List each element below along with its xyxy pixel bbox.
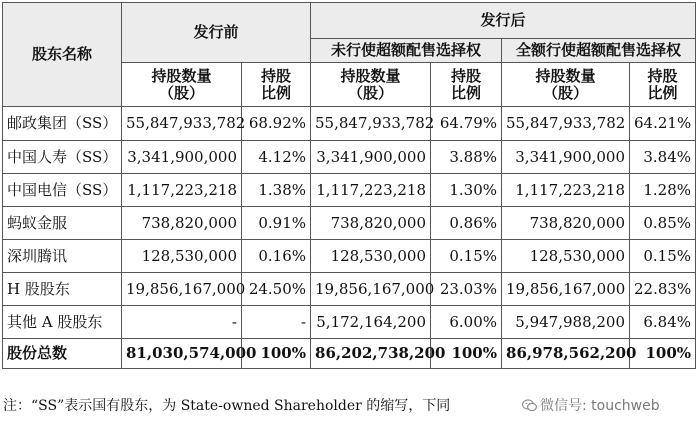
table-row <box>3 306 696 339</box>
b-ratio-cell: 22.83% <box>630 273 696 306</box>
header-no-overallotment: 未行使超额配售选择权 <box>311 39 502 63</box>
watermark-text: 微信号: touchweb <box>540 398 660 414</box>
b-shares-cell: 3,341,900,000 <box>502 141 630 174</box>
row-name: 中国电信（SS） <box>3 174 122 207</box>
wechat-icon <box>522 399 537 412</box>
b-shares-cell: 55,847,933,782 <box>502 107 630 141</box>
row-name: 中国人寿（SS） <box>3 141 122 174</box>
a-ratio-cell: 0.86% <box>431 207 502 240</box>
table-row <box>3 240 696 273</box>
pre-shares-cell: 1,117,223,218 <box>122 174 242 207</box>
row-name: 深圳腾讯 <box>3 240 122 273</box>
b-shares-cell: 738,820,000 <box>502 207 630 240</box>
b-shares-cell: 128,530,000 <box>502 240 630 273</box>
table-row <box>3 107 696 141</box>
pre-ratio-cell: - <box>242 306 311 339</box>
a-shares-cell: 3,341,900,000 <box>311 141 431 174</box>
table-row <box>3 141 696 174</box>
pre-ratio-cell: 24.50% <box>242 273 311 306</box>
a-shares-cell: 55,847,933,782 <box>311 107 431 141</box>
total-a-shares: 86,202,738,200 <box>311 339 431 369</box>
header-pre-ratio: 持股 比例 <box>242 63 311 107</box>
total-b-ratio: 100% <box>630 339 696 369</box>
header-pre-issue: 发行前 <box>122 3 311 63</box>
total-name: 股份总数 <box>3 339 122 369</box>
pre-ratio-cell: 68.92% <box>242 107 311 141</box>
b-ratio-cell: 0.85% <box>630 207 696 240</box>
pre-shares-cell: 128,530,000 <box>122 240 242 273</box>
a-shares-cell: 1,117,223,218 <box>311 174 431 207</box>
a-shares-cell: 128,530,000 <box>311 240 431 273</box>
a-ratio-cell: 0.15% <box>431 240 502 273</box>
b-shares-cell: 1,117,223,218 <box>502 174 630 207</box>
header-b-ratio: 持股 比例 <box>630 63 696 107</box>
header-post-issue: 发行后 <box>311 3 696 39</box>
b-ratio-cell: 0.15% <box>630 240 696 273</box>
total-pre-ratio: 100% <box>242 339 311 369</box>
table-row <box>3 207 696 240</box>
a-ratio-cell: 64.79% <box>431 107 502 141</box>
b-ratio-cell: 1.28% <box>630 174 696 207</box>
b-ratio-cell: 64.21% <box>630 107 696 141</box>
pre-shares-cell: 55,847,933,782 <box>122 107 242 141</box>
pre-ratio-cell: 4.12% <box>242 141 311 174</box>
b-shares-cell: 5,947,988,200 <box>502 306 630 339</box>
row-name: H 股股东 <box>3 273 122 306</box>
pre-shares-cell: 738,820,000 <box>122 207 242 240</box>
a-shares-cell: 19,856,167,000 <box>311 273 431 306</box>
watermark <box>522 396 660 416</box>
a-shares-cell: 738,820,000 <box>311 207 431 240</box>
row-name: 蚂蚁金服 <box>3 207 122 240</box>
pre-ratio-cell: 0.91% <box>242 207 311 240</box>
header-a-shares: 持股数量 （股） <box>311 63 431 107</box>
pre-shares-cell: 19,856,167,000 <box>122 273 242 306</box>
header-a-ratio: 持股 比例 <box>431 63 502 107</box>
a-ratio-cell: 6.00% <box>431 306 502 339</box>
row-name: 其他 A 股股东 <box>3 306 122 339</box>
a-ratio-cell: 1.30% <box>431 174 502 207</box>
total-pre-shares: 81,030,574,000 <box>122 339 242 369</box>
header-full-overallotment: 全额行使超额配售选择权 <box>502 39 696 63</box>
a-ratio-cell: 3.88% <box>431 141 502 174</box>
pre-shares-cell: 3,341,900,000 <box>122 141 242 174</box>
total-a-ratio: 100% <box>431 339 502 369</box>
total-row <box>3 339 696 369</box>
pre-ratio-cell: 0.16% <box>242 240 311 273</box>
footnote: 注：“SS”表示国有股东，为 State-owned Shareholder 的缩写，下同 <box>3 398 451 414</box>
pre-shares-cell: - <box>122 306 242 339</box>
header-b-shares: 持股数量 （股） <box>502 63 630 107</box>
table-row <box>3 174 696 207</box>
a-shares-cell: 5,172,164,200 <box>311 306 431 339</box>
b-ratio-cell: 6.84% <box>630 306 696 339</box>
table-row <box>3 273 696 306</box>
b-shares-cell: 19,856,167,000 <box>502 273 630 306</box>
total-b-shares: 86,978,562,200 <box>502 339 630 369</box>
shareholding-table <box>2 2 696 369</box>
row-name: 邮政集团（SS） <box>3 107 122 141</box>
b-ratio-cell: 3.84% <box>630 141 696 174</box>
header-shareholder: 股东名称 <box>3 3 122 107</box>
a-ratio-cell: 23.03% <box>431 273 502 306</box>
pre-ratio-cell: 1.38% <box>242 174 311 207</box>
header-pre-shares: 持股数量 （股） <box>122 63 242 107</box>
